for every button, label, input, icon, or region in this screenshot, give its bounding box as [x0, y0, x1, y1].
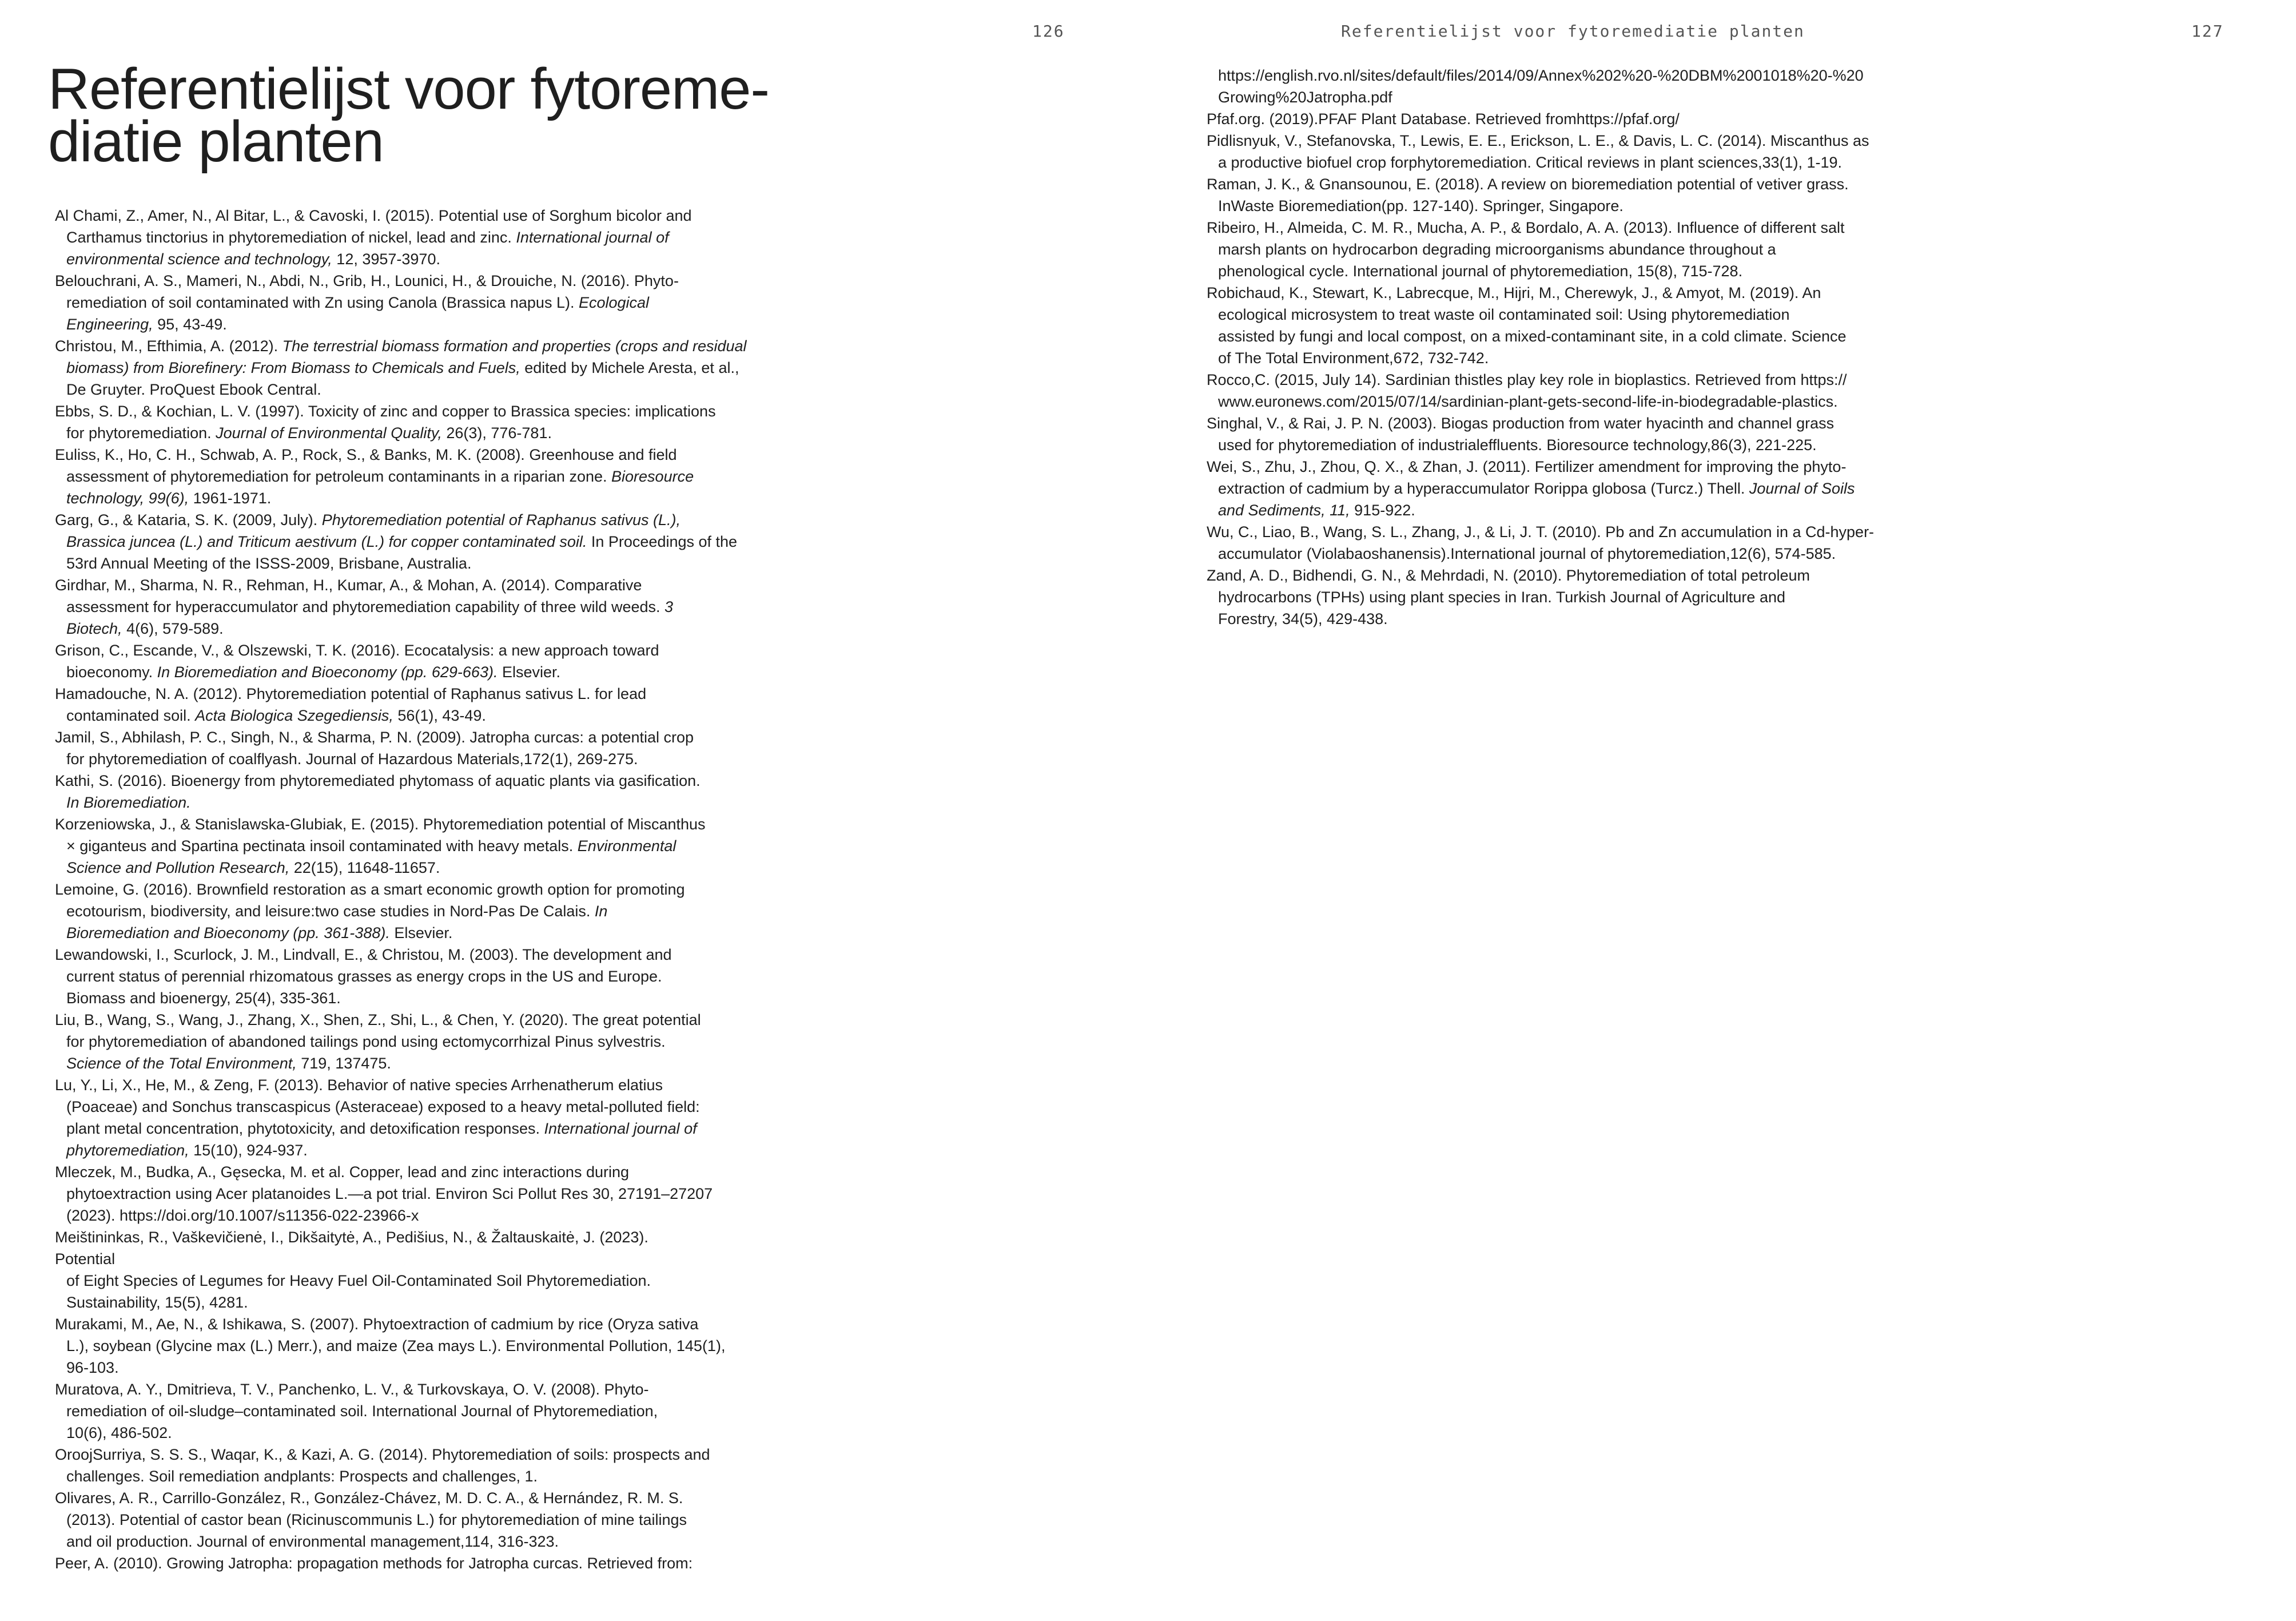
reference-text: Peer, A. (2010). Growing Jatropha: propagation methods for Jatropha curcas. Retrieved from: [55, 1555, 693, 1572]
reference-line [1207, 260, 1990, 282]
reference-entry [1207, 412, 1990, 456]
reference-text: ecotourism, biodiversity, and leisure:two case studies in Nord-Pas De Calais. [66, 903, 595, 920]
reference-italic-text: International journal of [544, 1120, 697, 1137]
reference-italic-text: and Sediments, 11, [1218, 502, 1350, 519]
reference-italic-text: Biotech, [66, 620, 122, 637]
title-line: diatie planten [48, 110, 384, 174]
reference-line [55, 292, 833, 313]
reference-line [55, 1531, 833, 1552]
reference-text: Lu, Y., Li, X., He, M., & Zeng, F. (2013). Behavior of native species Arrhenatherum elatius [55, 1076, 663, 1094]
reference-line [55, 1509, 833, 1531]
reference-line [55, 1183, 833, 1205]
reference-text: Liu, B., Wang, S., Wang, J., Zhang, X., Shen, Z., Shi, L., & Chen, Y. (2020). The great potential [55, 1011, 701, 1028]
reference-line [1207, 608, 1990, 630]
reference-entry [55, 444, 833, 509]
reference-line [1207, 304, 1990, 325]
reference-text: (Poaceae) and Sonchus transcaspicus (Asteraceae) exposed to a heavy metal-polluted field: [66, 1098, 700, 1115]
reference-entry [55, 813, 833, 879]
reference-text: Robichaud, K., Stewart, K., Labrecque, M., Hijri, M., Cherewyk, J., & Amyot, M. (2019). An [1207, 284, 1821, 301]
reference-line [55, 487, 833, 509]
reference-line [1207, 565, 1990, 586]
reference-line [1207, 325, 1990, 347]
reference-text: 53rd Annual Meeting of the ISSS-2009, Brisbane, Australia. [66, 555, 472, 572]
reference-entry [55, 1487, 833, 1552]
reference-line [55, 857, 833, 879]
reference-line [55, 553, 833, 574]
reference-line [55, 379, 833, 400]
reference-entry [55, 1009, 833, 1074]
reference-line [55, 770, 833, 792]
running-title: Referentielijst voor fytoremediatie planten [1341, 22, 1805, 41]
reference-text: Garg, G., & Kataria, S. K. (2009, July). [55, 511, 322, 529]
reference-line [55, 313, 833, 335]
reference-italic-text: Science of the Total Environment, [66, 1055, 297, 1072]
title-line: Referentielijst voor fytoreme- [48, 57, 770, 121]
reference-text: https://english.rvo.nl/sites/default/files/2014/09/Annex%202%20-%20DBM%2001018%20-%20 [1218, 67, 1864, 84]
reference-text: 1961-1971. [189, 490, 272, 507]
reference-text: Lewandowski, I., Scurlock, J. M., Lindvall, E., & Christou, M. (2003). The development and [55, 946, 672, 963]
reference-line [1207, 239, 1990, 260]
reference-text: Pidlisnyuk, V., Stefanovska, T., Lewis, E. E., Erickson, L. E., & Davis, L. C. (2014). Miscanthus as [1207, 132, 1869, 149]
reference-line [1207, 478, 1990, 499]
reference-line [55, 1552, 833, 1574]
reference-entry [55, 1226, 833, 1313]
reference-line [55, 726, 833, 748]
reference-text: challenges. Soil remediation andplants: Prospects and challenges, 1. [66, 1468, 538, 1485]
reference-text: 4(6), 579-589. [122, 620, 224, 637]
reference-text: Lemoine, G. (2016). Brownfield restoration as a smart economic growth option for promoting [55, 881, 685, 898]
reference-text: Euliss, K., Ho, C. H., Schwab, A. P., Rock, S., & Banks, M. K. (2008). Greenhouse and field [55, 446, 677, 463]
reference-line [1207, 282, 1990, 304]
reference-text: Ebbs, S. D., & Kochian, L. V. (1997). Toxicity of zinc and copper to Brassica species: implications [55, 403, 716, 420]
reference-italic-text: technology, 99(6), [66, 490, 189, 507]
reference-entry [55, 1552, 833, 1574]
reference-text: In Proceedings of the [587, 533, 738, 550]
reference-text: Zand, A. D., Bidhendi, G. N., & Mehrdadi, N. (2010). Phytoremediation of total petroleum [1207, 567, 1810, 584]
reference-line [55, 1052, 833, 1074]
reference-line [55, 1313, 833, 1335]
reference-text: Hamadouche, N. A. (2012). Phytoremediation potential of Raphanus sativus L. for lead [55, 685, 647, 702]
reference-text: Elsevier. [498, 664, 560, 681]
reference-line [55, 1335, 833, 1357]
reference-text: 22(15), 11648-11657. [289, 859, 440, 876]
reference-text: 95, 43-49. [153, 316, 227, 333]
reference-line [55, 422, 833, 444]
reference-text: Muratova, A. Y., Dmitrieva, T. V., Panchenko, L. V., & Turkovskaya, O. V. (2008). Phyto- [55, 1381, 649, 1398]
reference-italic-text: The terrestrial biomass formation and properties (crops and residual [282, 337, 747, 355]
reference-line [55, 1074, 833, 1096]
reference-line [55, 1161, 833, 1183]
reference-line [55, 1270, 833, 1292]
reference-text: Korzeniowska, J., & Stanislawska-Glubiak, E. (2015). Phytoremediation potential of Miscanthus [55, 816, 706, 833]
reference-text: Murakami, M., Ae, N., & Ishikawa, S. (2007). Phytoextraction of cadmium by rice (Oryza sativa [55, 1316, 699, 1333]
reference-italic-text: Phytoremediation potential of Raphanus sativus (L.), [321, 511, 681, 529]
reference-line [55, 1009, 833, 1031]
reference-italic-text: 3 [664, 598, 674, 615]
reference-list-right [1207, 65, 1990, 630]
reference-text: Grison, C., Escande, V., & Olszewski, T. K. (2016). Ecocatalysis: a new approach toward [55, 642, 659, 659]
reference-line [55, 966, 833, 987]
reference-line [55, 574, 833, 596]
reference-entry [55, 944, 833, 1009]
reference-text: Jamil, S., Abhilash, P. C., Singh, N., & Sharma, P. N. (2009). Jatropha curcas: a potential crop [55, 729, 694, 746]
reference-line [55, 1248, 833, 1270]
reference-text: Girdhar, M., Sharma, N. R., Rehman, H., Kumar, A., & Mohan, A. (2014). Comparative [55, 577, 642, 594]
reference-text: Potential [55, 1250, 116, 1268]
reference-line [55, 1096, 833, 1118]
reference-entry [55, 1378, 833, 1444]
reference-text: InWaste Bioremediation(pp. 127-140). Springer, Singapore. [1218, 197, 1623, 214]
page-title [48, 57, 849, 174]
reference-list-left [55, 205, 833, 1574]
reference-text: Sustainability, 15(5), 4281. [66, 1294, 248, 1311]
reference-line [55, 270, 833, 292]
reference-line [55, 618, 833, 639]
reference-text: Belouchrani, A. S., Mameri, N., Abdi, N., Grib, H., Lounici, H., & Drouiche, N. (2016). Phyto- [55, 272, 679, 289]
reference-text: De Gruyter. ProQuest Ebook Central. [66, 381, 321, 398]
reference-italic-text: Science and Pollution Research, [66, 859, 290, 876]
reference-line [55, 1357, 833, 1378]
reference-text: Raman, J. K., & Gnansounou, E. (2018). A review on bioremediation potential of vetiver grass. [1207, 176, 1849, 193]
reference-text: Carthamus tinctorius in phytoremediation of nickel, lead and zinc. [66, 229, 516, 246]
reference-line [55, 227, 833, 248]
reference-entry [55, 1444, 833, 1487]
reference-line [55, 1487, 833, 1509]
reference-text: for phytoremediation of abandoned tailings pond using ectomycorrhizal Pinus sylvestris. [66, 1033, 666, 1050]
reference-line [55, 248, 833, 270]
reference-text: Wei, S., Zhu, J., Zhou, Q. X., & Zhan, J. (2011). Fertilizer amendment for improving the phyto- [1207, 458, 1847, 475]
reference-text: L.), soybean (Glycine max (L.) Merr.), and maize (Zea mays L.). Environmental Pollution, 145(1), [66, 1337, 726, 1354]
reference-text: Al Chami, Z., Amer, N., Al Bitar, L., & Cavoski, I. (2015). Potential use of Sorghum bicolor and [55, 207, 692, 224]
reference-line [55, 444, 833, 466]
reference-text: bioeconomy. [66, 664, 157, 681]
reference-entry [55, 335, 833, 400]
reference-entry [55, 1161, 833, 1226]
reference-text: Forestry, 34(5), 429-438. [1218, 610, 1388, 627]
reference-text: 15(10), 924-937. [189, 1142, 308, 1159]
reference-entry [55, 770, 833, 813]
reference-text: Growing%20Jatropha.pdf [1218, 89, 1392, 106]
reference-line [1207, 412, 1990, 434]
reference-text: 26(3), 776-781. [441, 424, 552, 442]
reference-text: ecological microsystem to treat waste oil contaminated soil: Using phytoremediation [1218, 306, 1790, 323]
reference-line [55, 1118, 833, 1139]
reference-entry [1207, 456, 1990, 521]
reference-line [55, 792, 833, 813]
reference-line [55, 1444, 833, 1465]
reference-italic-text: Engineering, [66, 316, 153, 333]
reference-line [55, 922, 833, 944]
reference-line [55, 531, 833, 553]
reference-entry [55, 574, 833, 639]
reference-text: 12, 3957-3970. [332, 251, 440, 268]
reference-text: assessment of phytoremediation for petroleum contaminants in a riparian zone. [66, 468, 612, 485]
reference-line [1207, 86, 1990, 108]
reference-text: (2013). Potential of castor bean (Ricinuscommunis L.) for phytoremediation of mine tailings [66, 1511, 687, 1528]
reference-italic-text: Ecological [578, 294, 650, 311]
reference-line [55, 944, 833, 966]
reference-line [55, 661, 833, 683]
reference-text: 915-922. [1350, 502, 1415, 519]
reference-text: Wu, C., Liao, B., Wang, S. L., Zhang, J., & Li, J. T. (2010). Pb and Zn accumulation in a Cd-hyper- [1207, 523, 1875, 541]
reference-line [1207, 499, 1990, 521]
reference-line [1207, 347, 1990, 369]
reference-line [1207, 195, 1990, 217]
reference-text: assisted by fungi and local compost, on a mixed-contaminant site, in a cold climate. Science [1218, 328, 1847, 345]
reference-text: 56(1), 43-49. [393, 707, 486, 724]
reference-text: assessment for hyperaccumulator and phytoremediation capability of three wild weeds. [66, 598, 665, 615]
reference-text: accumulator (Violabaoshanensis).International journal of phytoremediation,12(6), 574-585. [1218, 545, 1836, 562]
reference-text: marsh plants on hydrocarbon degrading microorganisms abundance throughout a [1218, 241, 1776, 258]
reference-entry [55, 1313, 833, 1378]
reference-entry [1207, 108, 1990, 130]
reference-text: OroojSurriya, S. S. S., Waqar, K., & Kazi, A. G. (2014). Phytoremediation of soils: prospects and [55, 1446, 710, 1463]
reference-line [1207, 586, 1990, 608]
reference-italic-text: Bioremediation and Bioeconomy (pp. 361-388). [66, 924, 390, 941]
reference-line [1207, 108, 1990, 130]
reference-line [1207, 130, 1990, 152]
reference-text: of The Total Environment,672, 732-742. [1218, 349, 1489, 367]
reference-line [55, 1226, 833, 1248]
reference-text: used for phytoremediation of industrialeffluents. Bioresource technology,86(3), 221-225. [1218, 436, 1817, 454]
reference-entry [1207, 130, 1990, 173]
reference-italic-text: International journal of [516, 229, 669, 246]
reference-text: phenological cycle. International journal of phytoremediation, 15(8), 715-728. [1218, 263, 1743, 280]
reference-italic-text: phytoremediation, [66, 1142, 189, 1159]
reference-text: Mleczek, M., Budka, A., Gęsecka, M. et al. Copper, lead and zinc interactions during [55, 1163, 629, 1181]
reference-text: (2023). https://doi.org/10.1007/s11356-022-23966-x [66, 1207, 419, 1224]
reference-text: and oil production. Journal of environmental management,114, 316-323. [66, 1533, 559, 1550]
reference-line [55, 357, 833, 379]
reference-italic-text: environmental science and technology, [66, 251, 332, 268]
reference-entry [55, 270, 833, 335]
reference-text: plant metal concentration, phytotoxicity, and detoxification responses. [66, 1120, 544, 1137]
reference-text: remediation of soil contaminated with Zn using Canola (Brassica napus L). [66, 294, 579, 311]
reference-italic-text: In [594, 903, 608, 920]
reference-line [1207, 543, 1990, 565]
reference-text: remediation of oil-sludge–contaminated soil. International Journal of Phytoremediation, [66, 1403, 658, 1420]
reference-entry [1207, 565, 1990, 630]
reference-text: Kathi, S. (2016). Bioenergy from phytoremediated phytomass of aquatic plants via gasification. [55, 772, 701, 789]
reference-entry [55, 726, 833, 770]
reference-line [1207, 434, 1990, 456]
reference-text: for phytoremediation. [66, 424, 216, 442]
reference-line [55, 509, 833, 531]
reference-italic-text: In Bioremediation and Bioeconomy (pp. 629-663). [157, 664, 498, 681]
reference-line [55, 1139, 833, 1161]
reference-line [55, 835, 833, 857]
reference-text: hydrocarbons (TPHs) using plant species in Iran. Turkish Journal of Agriculture and [1218, 589, 1785, 606]
reference-line [55, 400, 833, 422]
reference-text: 96-103. [66, 1359, 119, 1376]
reference-line [1207, 65, 1990, 86]
reference-line [55, 335, 833, 357]
reference-entry [1207, 65, 1990, 108]
reference-entry [55, 879, 833, 944]
reference-text: extraction of cadmium by a hyperaccumulator Rorippa globosa (Turcz.) Thell. [1218, 480, 1749, 497]
reference-text: Elsevier. [389, 924, 453, 941]
reference-entry [1207, 282, 1990, 369]
reference-entry [1207, 217, 1990, 282]
reference-line [55, 466, 833, 487]
reference-text: Ribeiro, H., Almeida, C. M. R., Mucha, A. P., & Bordalo, A. A. (2013). Influence of different salt [1207, 219, 1845, 236]
reference-italic-text: Brassica juncea (L.) and Triticum aestivum (L.) for copper contaminated soil. [66, 533, 587, 550]
reference-line [55, 683, 833, 705]
reference-line [55, 205, 833, 227]
reference-line [55, 1400, 833, 1422]
reference-entry [55, 683, 833, 726]
reference-text: Pfaf.org. (2019).PFAF Plant Database. Retrieved fromhttps://pfaf.org/ [1207, 110, 1680, 128]
reference-line [55, 1422, 833, 1444]
reference-text: a productive biofuel crop forphytoremediation. Critical reviews in plant sciences,33(1), 1-19. [1218, 154, 1843, 171]
reference-line [55, 639, 833, 661]
reference-line [55, 596, 833, 618]
reference-line [55, 1465, 833, 1487]
reference-text: www.euronews.com/2015/07/14/sardinian-plant-gets-second-life-in-biodegradable-plastics. [1218, 393, 1838, 410]
reference-entry [55, 400, 833, 444]
reference-line [1207, 217, 1990, 239]
reference-line [1207, 456, 1990, 478]
reference-text: Singhal, V., & Rai, J. P. N. (2003). Biogas production from water hyacinth and channel grass [1207, 415, 1835, 432]
reference-entry [55, 639, 833, 683]
reference-entry [55, 1074, 833, 1161]
reference-text: 719, 137475. [296, 1055, 391, 1072]
reference-text: for phytoremediation of coalflyash. Journal of Hazardous Materials,172(1), 269-275. [66, 750, 638, 768]
reference-italic-text: Environmental [577, 837, 677, 855]
reference-line [55, 1378, 833, 1400]
reference-line [1207, 391, 1990, 412]
reference-entry [1207, 521, 1990, 565]
reference-entry [55, 205, 833, 270]
page-number-right: 127 [2191, 22, 2224, 41]
reference-text: 10(6), 486-502. [66, 1424, 172, 1441]
reference-italic-text: Journal of Environmental Quality, [216, 424, 442, 442]
reference-italic-text: Acta Biologica Szegediensis, [195, 707, 393, 724]
reference-entry [55, 509, 833, 574]
reference-line [1207, 173, 1990, 195]
reference-italic-text: In Bioremediation. [66, 794, 191, 811]
reference-line [1207, 152, 1990, 173]
reference-line [55, 813, 833, 835]
reference-text: Biomass and bioenergy, 25(4), 335-361. [66, 990, 341, 1007]
reference-line [55, 705, 833, 726]
reference-text: Meištininkas, R., Vaškevičienė, I., Dikšaitytė, A., Pedišius, N., & Žaltauskaitė, J. (2023). [55, 1229, 648, 1246]
reference-line [1207, 521, 1990, 543]
reference-entry [1207, 173, 1990, 217]
reference-text: of Eight Species of Legumes for Heavy Fuel Oil-Contaminated Soil Phytoremediation. [66, 1272, 651, 1289]
reference-line [1207, 369, 1990, 391]
page-number-left: 126 [1032, 22, 1065, 41]
reference-text: Rocco,C. (2015, July 14). Sardinian thistles play key role in bioplastics. Retrieved from https:// [1207, 371, 1847, 388]
reference-line [55, 748, 833, 770]
reference-text: × giganteus and Spartina pectinata insoil contaminated with heavy metals. [66, 837, 578, 855]
reference-line [55, 1205, 833, 1226]
reference-text: Christou, M., Efthimia, A. (2012). [55, 337, 282, 355]
reference-italic-text: biomass) from Biorefinery: From Biomass to Chemicals and Fuels, [66, 359, 520, 376]
reference-text: edited by Michele Aresta, et al., [520, 359, 739, 376]
reference-text: Olivares, A. R., Carrillo-González, R., González-Chávez, M. D. C. A., & Hernández, R. M. S. [55, 1489, 683, 1507]
reference-text: current status of perennial rhizomatous grasses as energy crops in the US and Europe. [66, 968, 662, 985]
reference-line [55, 987, 833, 1009]
reference-text: contaminated soil. [66, 707, 196, 724]
reference-line [55, 1292, 833, 1313]
reference-line [55, 900, 833, 922]
reference-line [55, 879, 833, 900]
reference-text: phytoextraction using Acer platanoides L.—a pot trial. Environ Sci Pollut Res 30, 27191–27207 [66, 1185, 713, 1202]
reference-italic-text: Bioresource [611, 468, 694, 485]
reference-italic-text: Journal of Soils [1749, 480, 1855, 497]
reference-entry [1207, 369, 1990, 412]
reference-line [55, 1031, 833, 1052]
